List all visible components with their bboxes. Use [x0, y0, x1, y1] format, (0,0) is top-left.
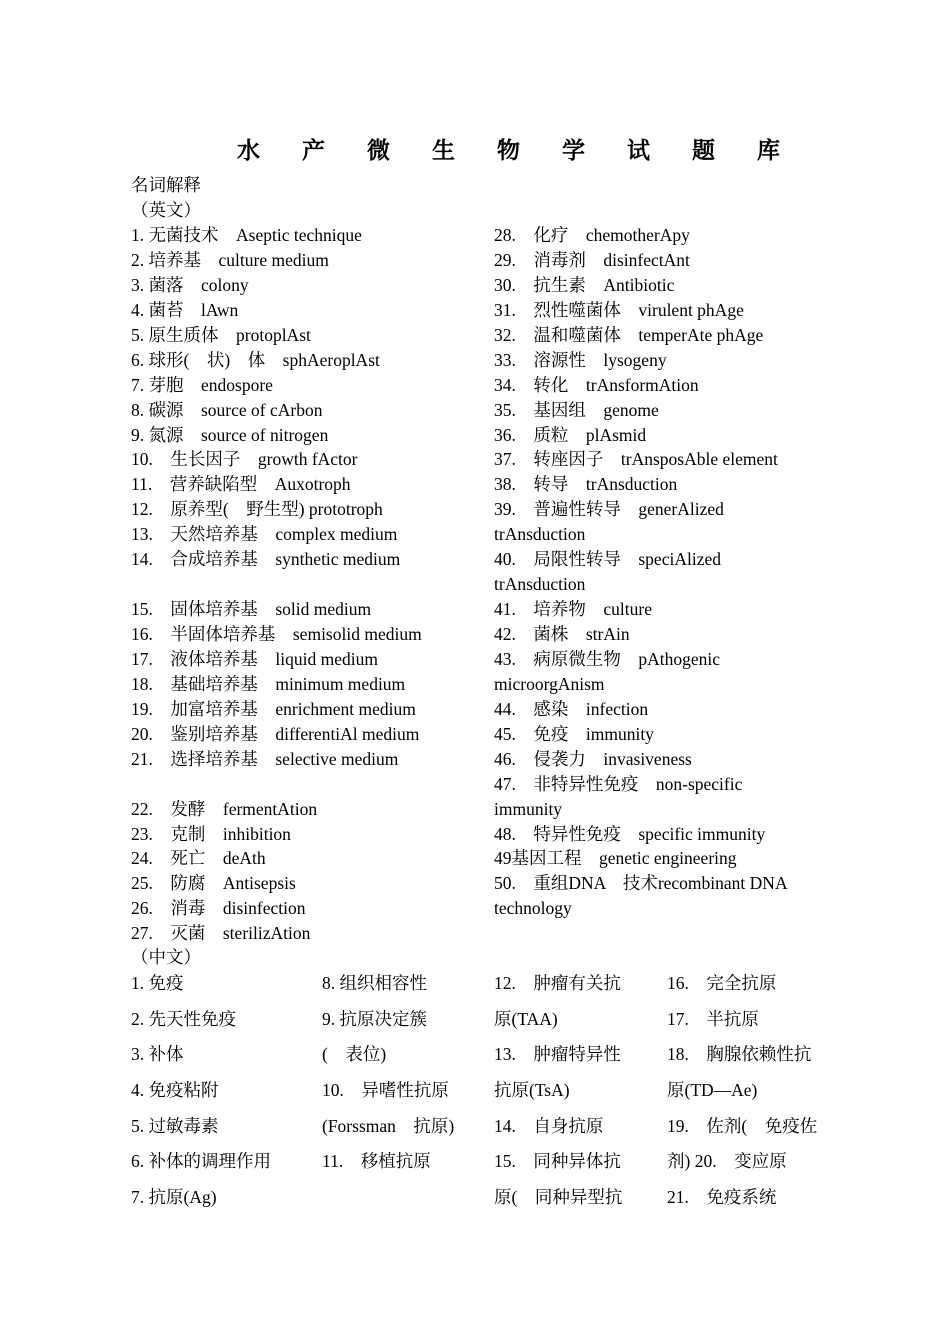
term-line: 38. 转导 trAnsduction: [494, 474, 678, 495]
term-line: 25. 防腐 Antisepsis: [131, 873, 296, 894]
chinese-terms-col-2: [322, 969, 454, 1183]
term-line: ( 表位): [322, 1044, 387, 1065]
term-line: 27. 灭菌 sterilizAtion: [131, 923, 311, 944]
term-line: 35. 基因组 genome: [494, 399, 659, 420]
chinese-terms-col-1: [131, 969, 271, 1219]
term-line: 17. 半抗原: [667, 1008, 759, 1029]
term-line: 43. 病原微生物 pAthogenic: [494, 648, 721, 669]
term-line: 45. 免疫 immunity: [494, 723, 654, 744]
term-line: 40. 局限性转导 speciAlized: [494, 549, 721, 570]
term-line: 5. 原生质体 protoplAst: [131, 324, 311, 345]
term-line: 9. 氮源 source of nitrogen: [131, 424, 329, 445]
term-line: 10. 异嗜性抗原: [322, 1080, 449, 1101]
term-line: 3. 菌落 colony: [131, 274, 249, 295]
term-line: 12. 原养型( 野生型) prototroph: [131, 499, 383, 520]
term-line: 8. 组织相容性: [322, 973, 427, 993]
term-line: 2. 先天性免疫: [131, 1008, 236, 1029]
term-line: 原(TAA): [494, 1008, 558, 1029]
term-line: 9. 抗原决定簇: [322, 1008, 427, 1029]
english-label: （英文）: [131, 200, 201, 220]
term-line: 21. 选择培养基 selective medium: [131, 748, 399, 769]
term-line: 32. 温和噬菌体 temperAte phAge: [494, 324, 764, 345]
term-line: 48. 特异性免疫 specific immunity: [494, 823, 766, 844]
chinese-label: （中文）: [131, 947, 201, 967]
term-line: 39. 普遍性转导 generAlized: [494, 499, 724, 520]
section-heading: 名词解释: [131, 175, 201, 195]
term-line: 28. 化疗 chemotherApy: [494, 225, 690, 245]
term-line: 4. 免疫粘附: [131, 1080, 219, 1101]
term-line: 41. 培养物 culture: [494, 599, 652, 620]
term-line: 44. 感染 infection: [494, 698, 649, 719]
term-line: 抗原(TsA): [494, 1080, 570, 1101]
term-line: 29. 消毒剂 disinfectAnt: [494, 249, 690, 270]
term-line: 6. 补体的调理作用: [131, 1151, 271, 1172]
term-line: 50. 重组DNA 技术recombinant DNA: [494, 873, 788, 894]
term-line: 剂) 20. 变应原: [667, 1151, 787, 1172]
term-line: 12. 肿瘤有关抗: [494, 973, 621, 993]
term-line: immunity: [494, 798, 563, 819]
term-line: trAnsduction: [494, 574, 586, 595]
term-line: 13. 肿瘤特异性: [494, 1044, 621, 1065]
term-line: 16. 半固体培养基 semisolid medium: [131, 624, 422, 644]
chinese-terms-col-3: [494, 969, 622, 1219]
term-line: 14. 合成培养基 synthetic medium: [131, 549, 401, 570]
term-line: 20. 鉴别培养基 differentiAl medium: [131, 723, 420, 744]
term-line: 19. 佐剂( 免疫佐: [667, 1115, 818, 1136]
term-line: 2. 培养基 culture medium: [131, 249, 329, 270]
term-line: [131, 772, 471, 797]
term-line: 3. 补体: [131, 1044, 184, 1065]
term-line: trAnsduction: [494, 524, 586, 545]
term-line: 10. 生长因子 growth fActor: [131, 449, 358, 470]
page-title: 水 产 微 生 物 学 试 题 库: [236, 138, 798, 164]
term-line: 原( 同种异型抗: [494, 1187, 623, 1208]
term-line: 15. 固体培养基 solid medium: [131, 599, 372, 620]
term-line: 19. 加富培养基 enrichment medium: [131, 698, 416, 719]
term-line: 1. 免疫: [131, 973, 184, 993]
term-line: 4. 菌苔 lAwn: [131, 299, 239, 320]
term-line: 37. 转座因子 trAnsposAble element: [494, 449, 778, 470]
term-line: 21. 免疫系统: [667, 1187, 777, 1208]
term-line: technology: [494, 898, 572, 919]
term-line: 30. 抗生素 Antibiotic: [494, 274, 675, 295]
term-line: 26. 消毒 disinfection: [131, 898, 306, 919]
term-line: 11. 移植抗原: [322, 1151, 431, 1172]
term-line: 17. 液体培养基 liquid medium: [131, 648, 378, 669]
term-line: 5. 过敏毒素: [131, 1115, 219, 1136]
term-line: 18. 基础培养基 minimum medium: [131, 673, 406, 694]
term-line: 24. 死亡 deAth: [131, 848, 266, 869]
term-line: 18. 胸腺依赖性抗: [667, 1044, 812, 1065]
term-line: 22. 发酵 fermentAtion: [131, 798, 318, 819]
term-line: 47. 非特异性免疫 non-specific: [494, 773, 743, 794]
term-line: 7. 抗原(Ag): [131, 1187, 217, 1208]
term-line: 原(TD—Ae): [667, 1080, 758, 1101]
term-line: 1. 无菌技术 Aseptic technique: [131, 225, 362, 245]
term-line: 34. 转化 trAnsformAtion: [494, 374, 699, 395]
term-line: 6. 球形( 状) 体 sphAeroplAst: [131, 349, 380, 370]
chinese-terms-col-4: [667, 969, 817, 1219]
term-line: 31. 烈性噬菌体 virulent phAge: [494, 299, 744, 320]
term-line: 49基因工程 genetic engineering: [494, 848, 737, 869]
term-line: 13. 天然培养基 complex medium: [131, 524, 398, 545]
term-line: 16. 完全抗原: [667, 973, 777, 993]
term-line: 11. 营养缺陷型 Auxotroph: [131, 474, 351, 495]
english-terms-right: [494, 223, 834, 921]
term-line: [131, 572, 471, 597]
term-line: (Forssman 抗原): [322, 1115, 455, 1136]
term-line: 46. 侵袭力 invasiveness: [494, 748, 692, 769]
term-line: 33. 溶源性 lysogeny: [494, 349, 667, 370]
term-line: 36. 质粒 plAsmid: [494, 424, 647, 445]
english-terms-left: [131, 223, 471, 946]
term-line: 15. 同种异体抗: [494, 1151, 621, 1172]
term-line: 42. 菌株 strAin: [494, 624, 630, 644]
term-line: 8. 碳源 source of cArbon: [131, 399, 323, 420]
term-line: 7. 芽胞 endospore: [131, 374, 273, 395]
term-line: microorgAnism: [494, 673, 605, 694]
term-line: 14. 自身抗原: [494, 1115, 604, 1136]
term-line: 23. 克制 inhibition: [131, 823, 291, 844]
